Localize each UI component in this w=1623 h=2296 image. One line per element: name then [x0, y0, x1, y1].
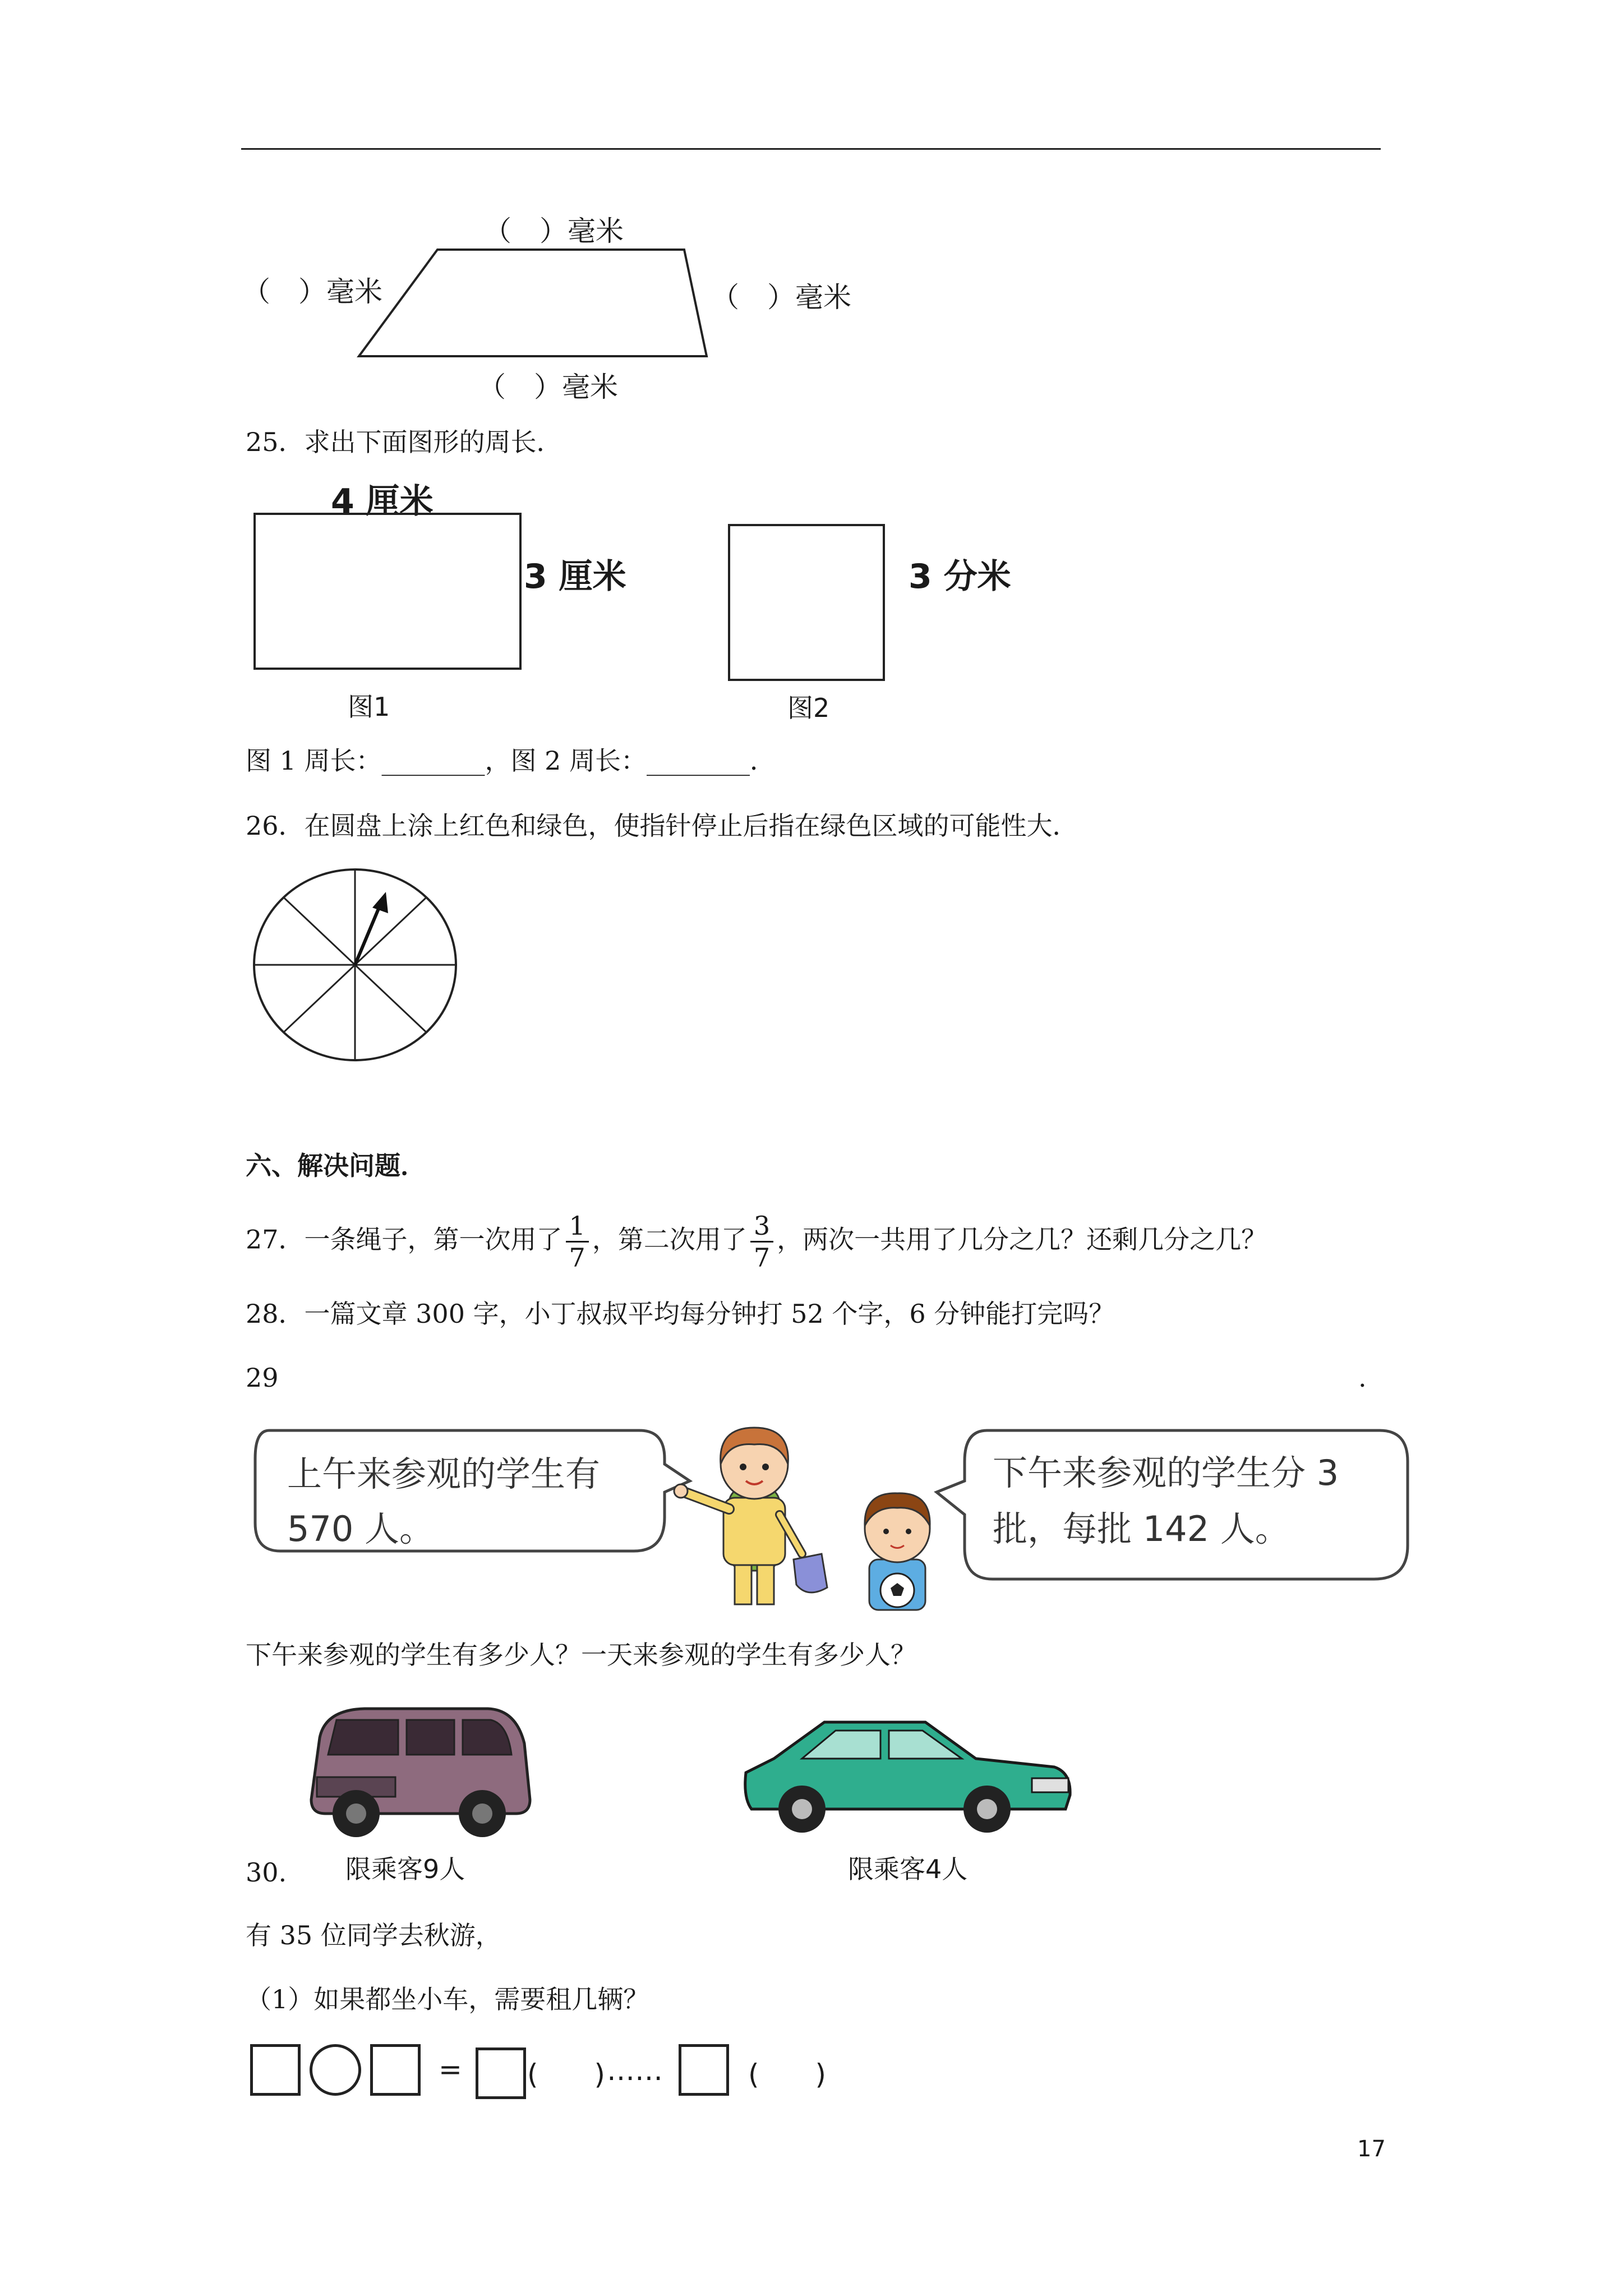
square-figure [728, 524, 885, 681]
fraction-one-seventh: $\frac{1}{7}$ [566, 1211, 589, 1273]
equation-operator-circle[interactable] [310, 2044, 361, 2096]
square-side-label: 3 分米 [909, 557, 1011, 596]
van-illustration [303, 1699, 538, 1850]
rect-width-label: 4 厘米 [331, 482, 434, 521]
car-capacity-caption: 限乘客4人 [848, 1854, 968, 1884]
remainder-dots: …… [607, 2054, 663, 2087]
q27-text-1: 27．一条绳子，第一次用了 [246, 1224, 562, 1255]
q27-question [246, 1211, 1267, 1273]
equation-box-1[interactable] [250, 2044, 301, 2096]
rectangle-figure [253, 513, 522, 670]
q29-number: 29 [246, 1363, 279, 1393]
page-number: 17 [1357, 2136, 1386, 2162]
unit-paren-1[interactable]: ( ) [527, 2058, 606, 2091]
van-capacity-caption: 限乘客9人 [345, 1854, 465, 1884]
trapezoid-right-label: （ ）毫米 [711, 281, 851, 314]
bubble-left-line1: 上午来参观的学生有 [287, 1453, 601, 1494]
fraction-three-sevenths: $\frac{3}{7}$ [750, 1211, 773, 1273]
equation-box-2[interactable] [370, 2044, 421, 2096]
q27-text-2: ，第二次用了 [592, 1224, 747, 1255]
q30-number: 30. [246, 1857, 287, 1888]
trapezoid-left-label: （ ）毫米 [242, 275, 382, 308]
equals-sign: = [439, 2053, 462, 2086]
q29-dot: . [1358, 1363, 1367, 1393]
section-6-title: 六、解决问题． [246, 1151, 426, 1181]
q25-stem: 25．求出下面图形的周长． [246, 427, 562, 457]
fig2-caption: 图2 [787, 693, 830, 723]
q25-answer-line: 图 1 周长：________，图 2 周长：________． [246, 746, 776, 776]
q30-sub1: （1）如果都坐小车，需要租几辆？ [246, 1984, 649, 2014]
bubble-left-line2: 570 人。 [287, 1508, 435, 1549]
unit-paren-2[interactable]: ( ) [748, 2058, 827, 2091]
bubble-right-line1: 下午来参观的学生分 3 [993, 1452, 1339, 1493]
equation-box-result[interactable] [476, 2047, 526, 2099]
q29-question: 下午来参观的学生有多少人？一天来参观的学生有多少人？ [246, 1640, 916, 1670]
q26-stem: 26．在圆盘上涂上红色和绿色，使指针停止后指在绿色区域的可能性大． [246, 811, 1078, 841]
car-illustration [740, 1705, 1077, 1840]
trapezoid-bottom-label: （ ）毫米 [478, 371, 618, 403]
q27-text-3: ，两次一共用了几分之几？还剩几分之几？ [777, 1224, 1267, 1255]
rect-height-label: 3 厘米 [524, 557, 626, 596]
fig1-caption: 图1 [348, 692, 390, 722]
q28-stem: 28．一篇文章 300 字，小丁叔叔平均每分钟打 52 个字，6 分钟能打完吗？ [246, 1299, 1115, 1329]
q30-intro: 有 35 位同学去秋游， [246, 1920, 501, 1950]
trapezoid-figure [336, 236, 729, 365]
boy-with-backpack-illustration [667, 1425, 836, 1610]
header-rule [241, 148, 1381, 150]
bubble-right-line2: 批，每批 142 人。 [993, 1508, 1290, 1549]
trapezoid-top-label: （ ）毫米 [483, 215, 624, 247]
equation-box-remainder[interactable] [679, 2044, 729, 2096]
spinner-disc [251, 864, 459, 1066]
